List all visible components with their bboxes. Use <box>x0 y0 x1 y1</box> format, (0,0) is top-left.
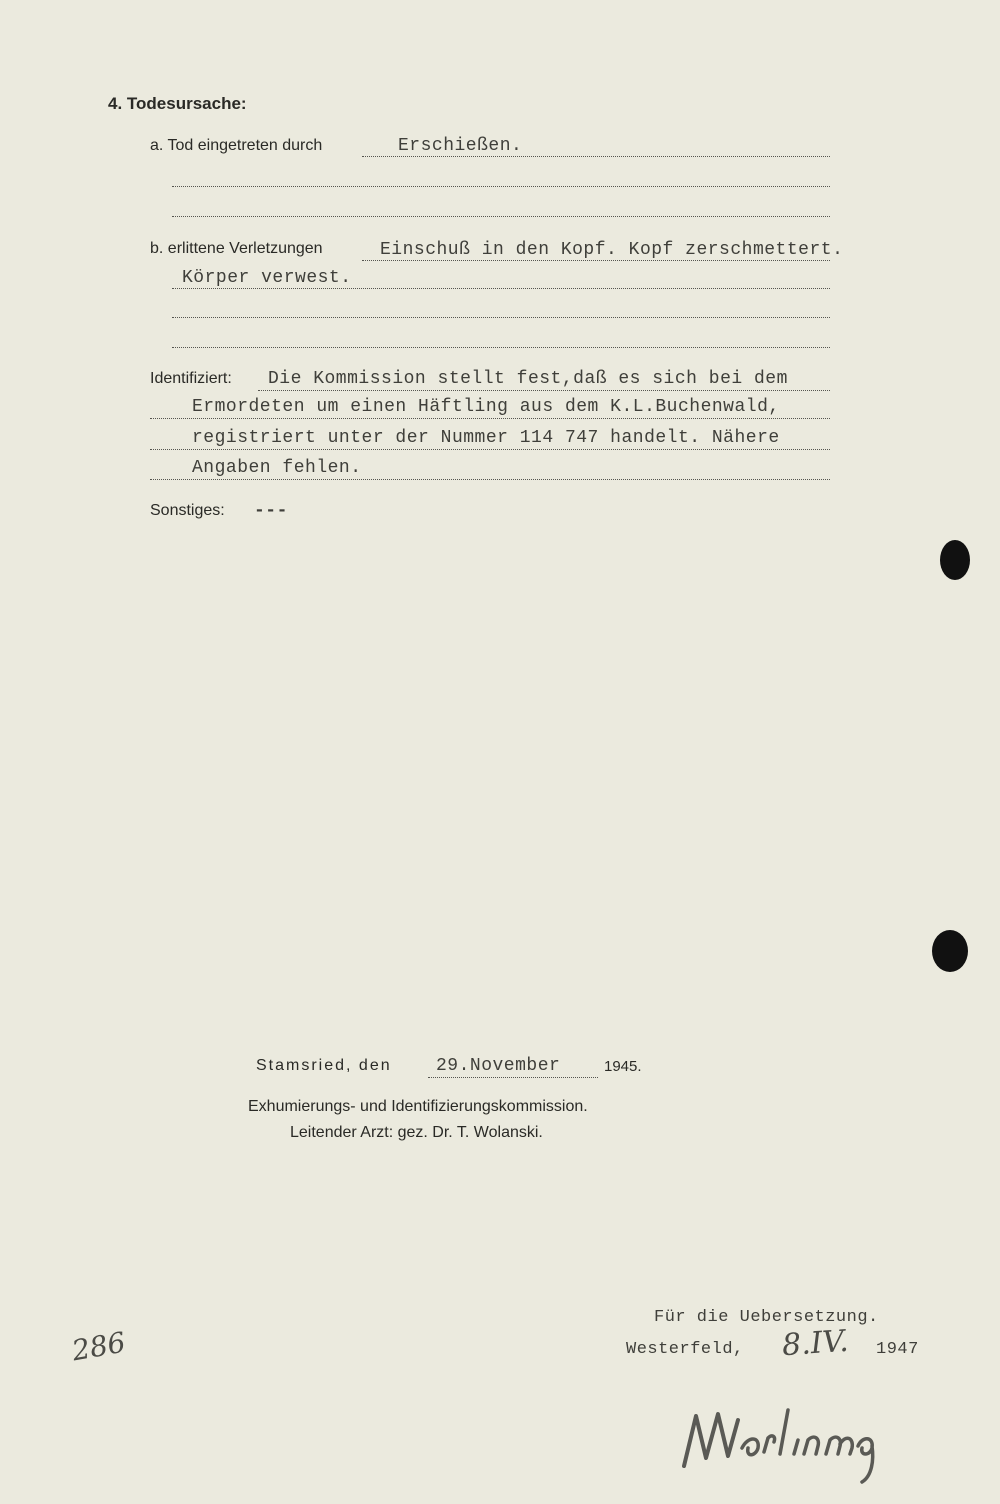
cause-value: Erschießen. <box>398 136 523 156</box>
identified-line-4: Angaben fehlen. <box>192 458 362 478</box>
dotted-line <box>172 347 830 348</box>
handwritten-signature <box>676 1396 896 1486</box>
injuries-value-line2: Körper verwest. <box>182 268 352 288</box>
punch-hole <box>932 930 968 972</box>
translation-place: Westerfeld, <box>626 1340 744 1359</box>
dotted-line <box>172 216 830 217</box>
dotted-line <box>172 186 830 187</box>
margin-note: 286 <box>69 1325 128 1368</box>
dotted-line <box>428 1077 598 1078</box>
other-label: Sonstiges: <box>150 502 225 519</box>
punch-hole <box>940 540 970 580</box>
dotted-line <box>150 479 830 480</box>
dotted-line <box>172 288 830 289</box>
other-value: --- <box>254 501 288 521</box>
dotted-line <box>362 156 830 157</box>
identified-line-1: Die Kommission stellt fest,daß es sich bei dem <box>268 369 788 389</box>
commission-name: Exhumierungs- und Identifizierungskommission. <box>248 1098 588 1115</box>
translation-year: 1947 <box>876 1340 919 1359</box>
doctor-name: Leitender Arzt: gez. Dr. T. Wolanski. <box>290 1124 543 1141</box>
dotted-line <box>150 418 830 419</box>
translation-line: Für die Uebersetzung. <box>654 1308 879 1327</box>
date-typed: 29.November <box>436 1056 561 1076</box>
year-label: 1945. <box>604 1058 642 1075</box>
injuries-label: b. erlittene Verletzungen <box>150 240 323 257</box>
cause-label: a. Tod eingetreten durch <box>150 137 323 154</box>
injuries-value-line1: Einschuß in den Kopf. Kopf zerschmettert. <box>380 240 844 260</box>
dotted-line <box>150 449 830 450</box>
translation-date-hand: 8.IV. <box>780 1323 850 1364</box>
identified-label: Identifiziert: <box>150 370 232 387</box>
identified-line-3: registriert unter der Nummer 114 747 handelt. Nähere <box>192 428 780 448</box>
place-label: Stamsried, den <box>256 1057 392 1074</box>
section-heading: 4. Todesursache: <box>108 94 247 113</box>
dotted-line <box>362 260 830 261</box>
dotted-line <box>172 317 830 318</box>
dotted-line <box>258 390 830 391</box>
identified-line-2: Ermordeten um einen Häftling aus dem K.L.Buchenwald, <box>192 397 780 417</box>
